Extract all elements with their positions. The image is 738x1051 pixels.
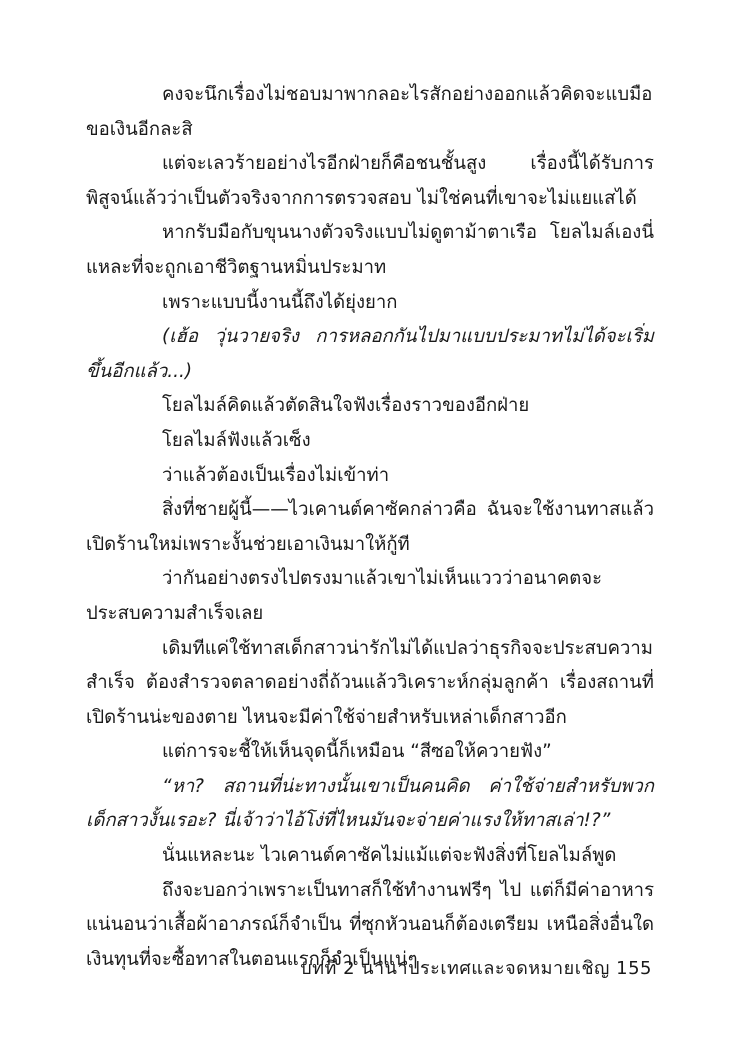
paragraph: โยลไมล์คิดแล้วตัดสินใจฟังเรื่องราวของอีกฝ่าย <box>162 395 530 417</box>
paragraph: สิ่งที่ชายผู้นี้——ไวเคานต์คาซัคกล่าวคือ ฉันจะใช้งานทาสแล้วเปิดร้านใหม่เพราะงั้นช่วยเอาเงินมาให้กู้ที <box>86 499 654 555</box>
paragraph: นั่นแหละนะ ไวเคานต์คาซัคไม่แม้แต่จะฟังสิ่งที่โยลไมล์พูด <box>162 845 617 867</box>
paragraph: แต่จะเลวร้ายอย่างไรอีกฝ่ายก็คือชนชั้นสูง เรื่องนี้ได้รับการพิสูจน์แล้วว่าเป็นตัวจริงจากการตรวจสอบ ไม่ใช่คนที่เขาจะไม่แยแสได้ <box>86 153 654 209</box>
paragraph: เพราะแบบนี้งานนี้ถึงได้ยุ่งยาก <box>162 291 398 313</box>
paragraph: ว่าแล้วต้องเป็นเรื่องไม่เข้าท่า <box>162 464 390 486</box>
page-number: 155 <box>616 958 652 979</box>
paragraph: เดิมทีแค่ใช้ทาสเด็กสาวน่ารักไม่ได้แปลว่าธุรกิจจะประสบความสำเร็จ ต้องสำรวจตลาดอย่างถี่ถ้วนแล้ววิเคราะห์กลุ่มลูกค้า เรื่องสถานที่เปิดร้านน่ะของตาย ไหนจะมีค่าใช้จ่ายสำหรับเหล่าเด็กสาวอีก <box>86 637 654 728</box>
body-text <box>86 78 654 977</box>
paragraph: โยลไมล์ฟังแล้วเซ็ง <box>162 429 311 451</box>
paragraph: แต่การจะชี้ให้เห็นจุดนี้ก็เหมือน “สีซอให้ควายฟัง” <box>162 741 552 763</box>
chapter-title: บทที่ 2 นานาประเทศและจดหมายเชิญ <box>300 958 610 979</box>
paragraph-dialogue: “หา? สถานที่น่ะทางนั้นเขาเป็นคนคิด ค่าใช้จ่ายสำหรับพวกเด็กสาวงั้นเรอะ? นี่เจ้าว่าไอ้โง่ที่ไหนมันจะจ่ายค่าแรงให้ทาสเล่า!?” <box>86 775 654 832</box>
paragraph-thought: (เฮ้อ วุ่นวายจริง การหลอกกันไปมาแบบประมาทไม่ได้จะเริ่มขึ้นอีกแล้ว...) <box>86 326 654 382</box>
paragraph: หากรับมือกับขุนนางตัวจริงแบบไม่ดูตาม้าตาเรือ โยลไมล์เองนี่แหละที่จะถูกเอาชีวิตฐานหมิ่นประมาท <box>86 222 654 278</box>
paragraph: ถึงจะบอกว่าเพราะเป็นทาสก็ใช้ทำงานฟรีๆ ไป แต่ก็มีค่าอาหารแน่นอนว่าเสื้อผ้าอาภรณ์ก็จำเป็น ที่ซุกหัวนอนก็ต้องเตรียม เหนือสิ่งอื่นใดเงินทุนที่จะซื้อทาสในตอนแรกก็จำเป็นแน่ๆ <box>86 879 654 970</box>
page-footer <box>300 957 652 981</box>
paragraph: ว่ากันอย่างตรงไปตรงมาแล้วเขาไม่เห็นแววว่าอนาคตจะประสบความสำเร็จเลย <box>86 568 603 624</box>
paragraph: คงจะนึกเรื่องไม่ชอบมาพากลอะไรสักอย่างออกแล้วคิดจะแบมือขอเงินอีกละสิ <box>86 84 653 140</box>
